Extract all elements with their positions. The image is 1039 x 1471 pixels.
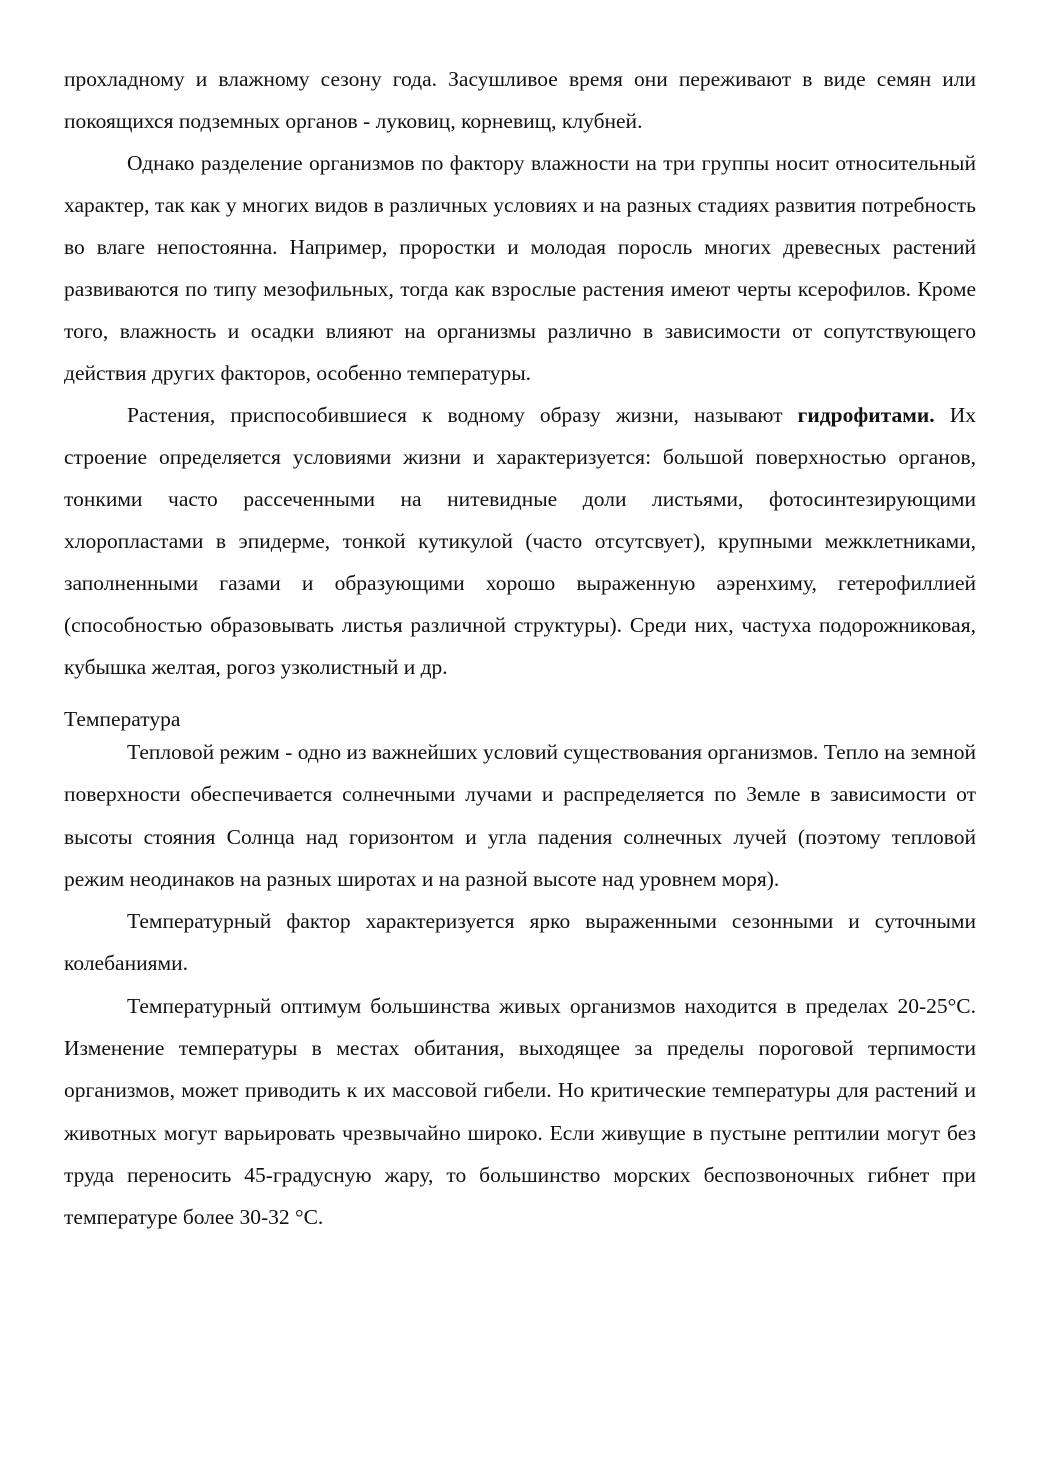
paragraph-continuation: прохладному и влажному сезону года. Засушливое время они переживают в виде семян или покоящихся подземных органов - луковиц, корневищ, клубней. (64, 67, 976, 133)
paragraph-temperature-factor: Температурный фактор характеризуется ярко выраженными сезонными и суточными колебаниями. (64, 909, 976, 976)
temperature-section (64, 698, 976, 1239)
hydrophytes-text-before: Растения, приспособившиеся к водному образу жизни, называют (127, 403, 798, 427)
hydrophytes-text-after: Их строение определяется условиями жизни и характеризуется: большой поверхностью органов, тонкими часто рассеченными на нитевидные доли листьями, фотосинтезирующими хлоропластами в эпидерме, тонкой кутикулой (часто отсутсвует), крупными межклетниками, заполненными газами и образующими хорошо выраженную аэренхиму, гетерофиллией (способностью образовывать листья различной структуры). Среди них, частуха подорожниковая, кубышка желтая, рогоз узколистный и др. (64, 403, 976, 679)
paragraph-thermal-regime: Тепловой режим - одно из важнейших условий существования организмов. Тепло на земной поверхности обеспечивается солнечными лучами и распределяется по Земле в зависимости от высоты стояния Солнца над горизонтом и угла падения солнечных лучей (поэтому тепловой режим неодинаков на разных широтах и на разной высоте над уровнем моря). (64, 740, 976, 891)
document-page (64, 58, 976, 1239)
hydrophytes-term: гидрофитами. (797, 403, 935, 427)
paragraph-humidity-groups: Однако разделение организмов по фактору влажности на три группы носит относительный характер, так как у многих видов в различных условиях и на разных стадиях развития потребность во влаге непостоянна. Например, проростки и молодая поросль многих древесных растений развиваются по типу мезофильных, тогда как взрослые растения имеют черты ксерофилов. Кроме того, влажность и осадки влияют на организмы различно в зависимости от сопутствующего действия других факторов, особенно температуры. (64, 151, 976, 385)
paragraph-hydrophytes (64, 394, 976, 688)
section-heading: Температура (64, 707, 181, 731)
paragraph-temperature-optimum: Температурный оптимум большинства живых организмов находится в пределах 20-25°С. Изменение температуры в местах обитания, выходящее за пределы пороговой терпимости организмов, может приводить к их массовой гибели. Но критические температуры для растений и животных могут варьировать чрезвычайно широко. Если живущие в пустыне рептилии могут без труда переносить 45-градусную жару, то большинство морских беспозвоночных гибнет при температуре более 30-32 °С. (64, 993, 976, 1230)
